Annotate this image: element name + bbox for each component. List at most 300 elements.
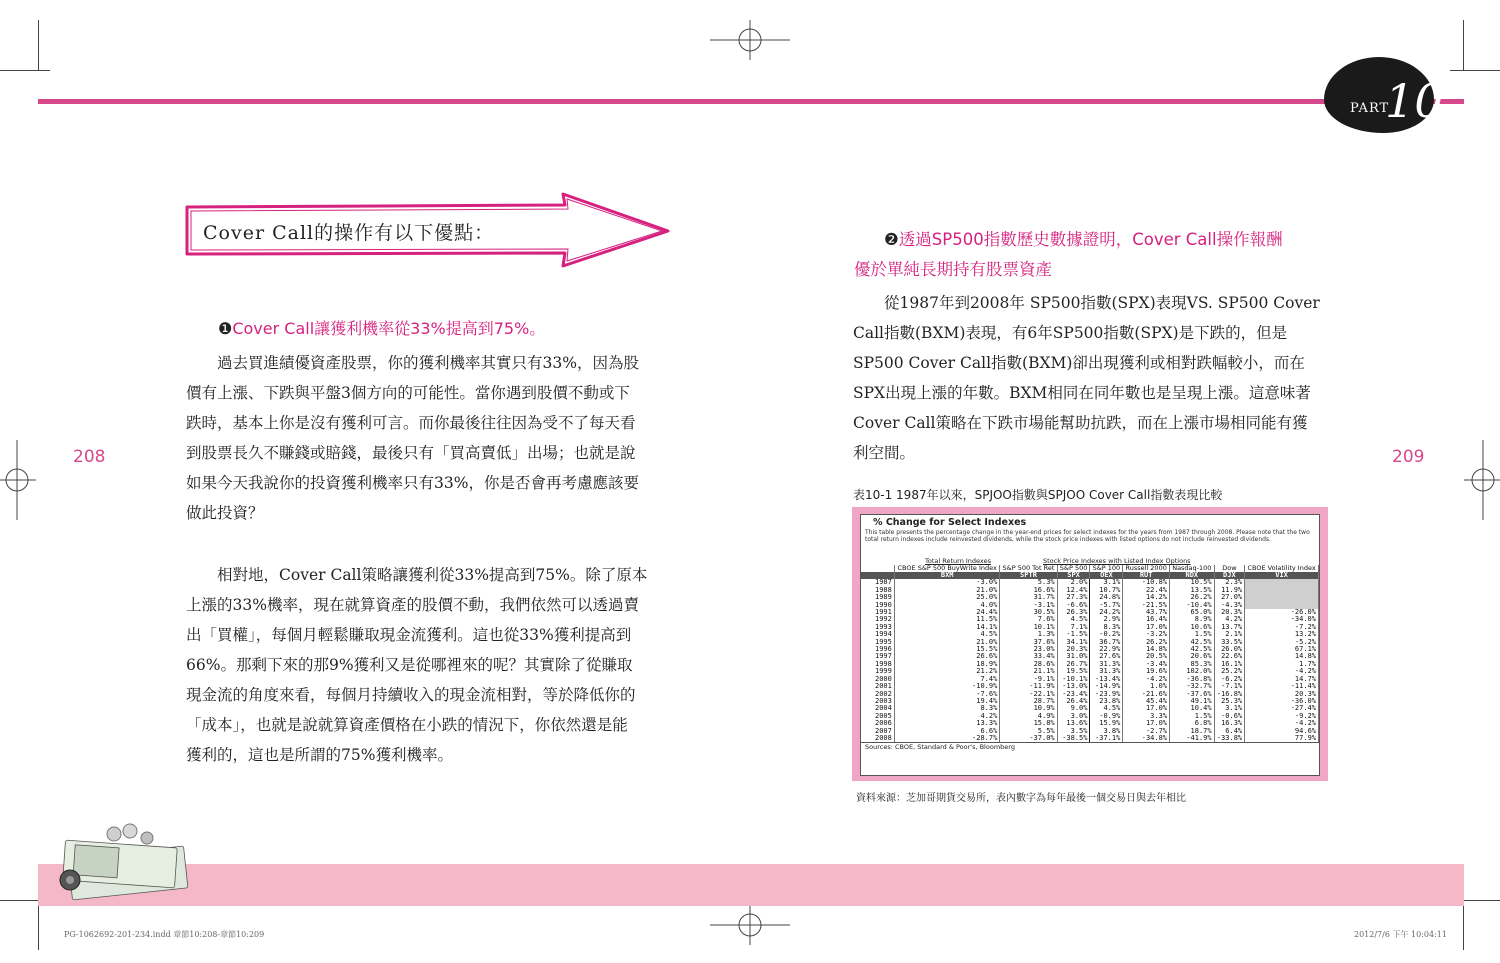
value-cell: -13.0%: [1057, 683, 1090, 690]
value-cell: 26.7%: [1057, 661, 1090, 668]
value-cell: 7.6%: [1000, 616, 1057, 623]
index-table: [861, 565, 1319, 742]
point2-heading-text: 透過SP500指數歷史數據證明，Cover Call操作報酬: [898, 230, 1283, 249]
table-note: 資料來源：芝加哥期貨交易所，表內數字為每年最後一個交易日與去年相比: [856, 793, 1186, 804]
value-cell: -4.3%: [1214, 602, 1245, 609]
value-cell: -6.6%: [1057, 602, 1090, 609]
value-cell: 27.0%: [1214, 594, 1245, 601]
text-line: 獲利的，這也是所謂的75%獲利機率。: [186, 746, 453, 764]
table-row: [861, 631, 1319, 638]
value-cell: 16.4%: [1123, 616, 1170, 623]
value-cell: 10.9%: [1000, 705, 1057, 712]
point2-marker: ❷: [884, 230, 899, 249]
table-header-cell: Russell 2000: [1123, 565, 1170, 572]
value-cell: -3.0%: [895, 579, 1000, 586]
value-cell: 3.1%: [1090, 579, 1123, 586]
footer-timestamp: 2012/7/6 下午 10:04:11: [1354, 930, 1447, 939]
value-cell: 1.0%: [1123, 683, 1170, 690]
value-cell: 26.3%: [1057, 609, 1090, 616]
value-cell: 33.4%: [1000, 653, 1057, 660]
table-row: [861, 705, 1319, 712]
value-cell: 102.0%: [1170, 668, 1215, 675]
text-line: 上漲的33%機率，現在就算資產的股價不動，我們依然可以透過賣: [186, 596, 639, 614]
value-cell: -23.4%: [1057, 691, 1090, 698]
value-cell: -22.1%: [1000, 691, 1057, 698]
value-cell: -32.7%: [1170, 683, 1215, 690]
value-cell: 1.7%: [1245, 661, 1319, 668]
year-cell: 1991: [861, 609, 895, 616]
value-cell: -0.9%: [1090, 713, 1123, 720]
year-cell: 1993: [861, 624, 895, 631]
value-cell: -34.0%: [1245, 616, 1319, 623]
left-paragraph-1: [186, 348, 664, 528]
value-cell: -41.9%: [1170, 735, 1215, 742]
footer-file-info: PG-1062692-201-234.indd 章節10:208-章節10:209: [64, 930, 265, 939]
value-cell: -10.1%: [1057, 676, 1090, 683]
value-cell: -4.2%: [1245, 720, 1319, 727]
value-cell: 10.5%: [1170, 579, 1215, 586]
value-cell: 4.5%: [895, 631, 1000, 638]
value-cell: 20.3%: [1245, 691, 1319, 698]
year-cell: 1998: [861, 661, 895, 668]
value-cell: 7.1%: [1057, 624, 1090, 631]
value-cell: 1.5%: [1170, 631, 1215, 638]
table-row: [861, 683, 1319, 690]
registration-mark-icon: [710, 905, 790, 945]
value-cell: 21.2%: [895, 668, 1000, 675]
footer-band: [38, 864, 1464, 906]
table-row: [861, 735, 1319, 742]
group-total-return: Total Return Indexes: [925, 557, 991, 565]
value-cell: 3.1%: [1214, 705, 1245, 712]
value-cell: 49.1%: [1170, 698, 1215, 705]
value-cell: 7.4%: [895, 676, 1000, 683]
value-cell: 31.0%: [1057, 653, 1090, 660]
value-cell: 28.7%: [1000, 698, 1057, 705]
table-row: [861, 728, 1319, 735]
value-cell: 13.5%: [1170, 587, 1215, 594]
year-cell: 2008: [861, 735, 895, 742]
text-line: 到股票長久不賺錢或賠錢，最後只有「買高賣低」出場；也就是說: [186, 444, 636, 462]
table-row: [861, 639, 1319, 646]
table-group-headers: [861, 557, 1319, 565]
value-cell: -7.2%: [1245, 624, 1319, 631]
value-cell: -4.2%: [1123, 676, 1170, 683]
value-cell: 33.5%: [1214, 639, 1245, 646]
value-cell: 19.4%: [895, 698, 1000, 705]
text-line: 做此投資？: [186, 504, 264, 522]
value-cell: 37.6%: [1000, 639, 1057, 646]
value-cell: 14.1%: [895, 624, 1000, 631]
value-cell: 4.9%: [1000, 713, 1057, 720]
index-table-panel: [860, 514, 1320, 776]
value-cell: -3.4%: [1123, 661, 1170, 668]
value-cell: 2.3%: [1214, 579, 1245, 586]
value-cell: -21.6%: [1123, 691, 1170, 698]
value-cell: 13.2%: [1245, 631, 1319, 638]
value-cell: 26.2%: [1123, 639, 1170, 646]
text-line: Call指數(BXM)表現，有6年SP500指數(SPX)是下跌的，但是: [853, 324, 1288, 342]
value-cell: 14.8%: [1123, 646, 1170, 653]
crop-mark: [1463, 900, 1464, 950]
value-cell: 5.5%: [1000, 728, 1057, 735]
value-cell: 30.5%: [1000, 609, 1057, 616]
value-cell: 26.0%: [1214, 646, 1245, 653]
value-cell: 8.9%: [1170, 616, 1215, 623]
value-cell: 2.9%: [1090, 616, 1123, 623]
right-paragraph: [853, 288, 1331, 468]
point1-marker: ❶: [218, 319, 233, 338]
point2-heading-line2: 優於單純長期持有股票資產: [854, 260, 1052, 279]
point2-heading: [854, 225, 1344, 285]
value-cell: -2.7%: [1123, 728, 1170, 735]
year-cell: 1996: [861, 646, 895, 653]
table-header-cell: CBOE Volatility Index: [1245, 565, 1319, 572]
text-line: 「成本」，也就是說就算資產價格在小跌的情況下，你依然還是能: [186, 716, 628, 734]
value-cell: 11.5%: [895, 616, 1000, 623]
value-cell: 15.9%: [1090, 720, 1123, 727]
year-cell: 1997: [861, 653, 895, 660]
value-cell: 3.5%: [1057, 728, 1090, 735]
table-row: [861, 646, 1319, 653]
value-cell: 9.0%: [1057, 705, 1090, 712]
value-cell: 14.8%: [1245, 653, 1319, 660]
table-row: [861, 579, 1319, 586]
value-cell: 1.5%: [1170, 713, 1215, 720]
value-cell: -26.0%: [1245, 609, 1319, 616]
money-stack-icon: [52, 822, 192, 902]
value-cell: -7.1%: [1214, 683, 1245, 690]
registration-mark-icon: [710, 20, 790, 60]
value-cell: 94.6%: [1245, 728, 1319, 735]
value-cell: 85.3%: [1170, 661, 1215, 668]
arrow-title: Cover Call的操作有以下優點：: [203, 222, 495, 244]
value-cell: 43.7%: [1123, 609, 1170, 616]
value-cell: -10.4%: [1170, 602, 1215, 609]
index-table-figure: [852, 507, 1328, 781]
table-body: [861, 579, 1319, 742]
value-cell: 34.1%: [1057, 639, 1090, 646]
table-row: [861, 698, 1319, 705]
table-row: [861, 676, 1319, 683]
value-cell: -11.4%: [1245, 683, 1319, 690]
year-cell: 2007: [861, 728, 895, 735]
value-cell: 4.2%: [895, 713, 1000, 720]
value-cell: 4.5%: [1057, 616, 1090, 623]
value-cell: 5.3%: [1000, 579, 1057, 586]
value-cell: 8.3%: [1090, 624, 1123, 631]
crop-mark: [1463, 20, 1464, 70]
value-cell: -28.7%: [895, 735, 1000, 742]
code-cell: OEX: [1090, 572, 1123, 579]
value-cell: [1245, 587, 1319, 594]
value-cell: -5.2%: [1245, 639, 1319, 646]
value-cell: -13.4%: [1090, 676, 1123, 683]
crop-mark: [38, 900, 39, 950]
value-cell: 14.7%: [1245, 676, 1319, 683]
value-cell: 13.7%: [1214, 624, 1245, 631]
value-cell: -37.0%: [1000, 735, 1057, 742]
year-cell: 1994: [861, 631, 895, 638]
table-row: [861, 624, 1319, 631]
value-cell: 31.7%: [1000, 594, 1057, 601]
crop-mark: [38, 20, 39, 70]
text-line: 跌時，基本上你是沒有獲利可言。而你最後往往因為受不了每天看: [186, 414, 636, 432]
table-header-cell: Dow: [1214, 565, 1245, 572]
code-cell: VIX: [1245, 572, 1319, 579]
part-number: 10: [1385, 74, 1444, 128]
table-header-cell: CBOE S&P 500 BuyWrite Index: [895, 565, 1000, 572]
value-cell: 20.6%: [1170, 653, 1215, 660]
value-cell: -10.8%: [1123, 579, 1170, 586]
value-cell: -34.8%: [1123, 735, 1170, 742]
value-cell: 11.9%: [1214, 587, 1245, 594]
value-cell: 36.7%: [1090, 639, 1123, 646]
code-cell: NDX: [1170, 572, 1215, 579]
text-line: 過去買進績優資產股票，你的獲利機率其實只有33%，因為股: [186, 354, 639, 372]
value-cell: -23.9%: [1090, 691, 1123, 698]
value-cell: -21.5%: [1123, 602, 1170, 609]
point1-heading: [218, 316, 545, 339]
table-row: [861, 713, 1319, 720]
value-cell: -9.1%: [1000, 676, 1057, 683]
table-row: [861, 668, 1319, 675]
value-cell: 26.2%: [1170, 594, 1215, 601]
value-cell: -16.8%: [1214, 691, 1245, 698]
value-cell: 4.5%: [1090, 705, 1123, 712]
value-cell: -37.6%: [1170, 691, 1215, 698]
year-cell: 2006: [861, 720, 895, 727]
crop-mark: [0, 70, 50, 71]
value-cell: 42.5%: [1170, 639, 1215, 646]
table-header-cell: Nasdaq-100: [1170, 565, 1215, 572]
text-line: 利空間。: [853, 444, 916, 462]
table-row: [861, 720, 1319, 727]
table-row: [861, 587, 1319, 594]
value-cell: 22.4%: [1123, 587, 1170, 594]
value-cell: 20.3%: [1214, 609, 1245, 616]
table-row: [861, 609, 1319, 616]
value-cell: -11.9%: [1000, 683, 1057, 690]
year-cell: 2002: [861, 691, 895, 698]
value-cell: 10.4%: [1170, 705, 1215, 712]
value-cell: 14.2%: [1123, 594, 1170, 601]
value-cell: 2.0%: [1057, 579, 1090, 586]
year-cell: 1992: [861, 616, 895, 623]
registration-mark-icon: [1464, 440, 1500, 520]
value-cell: 26.6%: [895, 653, 1000, 660]
value-cell: 16.6%: [1000, 587, 1057, 594]
code-cell: SPX: [1057, 572, 1090, 579]
value-cell: 24.4%: [895, 609, 1000, 616]
value-cell: 19.6%: [1123, 668, 1170, 675]
page-number-left: 208: [73, 447, 106, 467]
value-cell: -33.8%: [1214, 735, 1245, 742]
code-cell: DJX: [1214, 572, 1245, 579]
code-cell: SPTR: [1000, 572, 1057, 579]
value-cell: -14.9%: [1090, 683, 1123, 690]
value-cell: -37.1%: [1090, 735, 1123, 742]
table-header-cell: S&P 500 Tot Ret: [1000, 565, 1057, 572]
year-cell: 1999: [861, 668, 895, 675]
value-cell: 4.0%: [895, 602, 1000, 609]
table-code-row: [861, 572, 1319, 579]
left-paragraph-2: [186, 560, 664, 770]
value-cell: 27.3%: [1057, 594, 1090, 601]
value-cell: 17.0%: [1123, 720, 1170, 727]
text-line: 相對地，Cover Call策略讓獲利從33%提高到75%。除了原本: [186, 566, 648, 584]
table-header-cell: [861, 565, 895, 572]
table-row: [861, 691, 1319, 698]
year-cell: 1990: [861, 602, 895, 609]
value-cell: -1.5%: [1057, 631, 1090, 638]
point2-heading-line1: [884, 225, 1344, 255]
value-cell: 25.2%: [1214, 668, 1245, 675]
value-cell: -5.7%: [1090, 602, 1123, 609]
table-source: Sources: CBOE, Standard & Poor's, Bloomberg: [861, 742, 1319, 751]
value-cell: 25.3%: [1214, 698, 1245, 705]
table-header-cell: S&P 500: [1057, 565, 1090, 572]
year-cell: 2001: [861, 683, 895, 690]
value-cell: 21.1%: [1000, 668, 1057, 675]
value-cell: 31.3%: [1090, 661, 1123, 668]
value-cell: 3.0%: [1057, 713, 1090, 720]
part-label: PART: [1350, 101, 1390, 116]
text-line: 價有上漲、下跌與平盤3個方向的可能性。當你遇到股價不動或下: [186, 384, 630, 402]
value-cell: 3.3%: [1123, 713, 1170, 720]
value-cell: 77.9%: [1245, 735, 1319, 742]
code-cell: RUT: [1123, 572, 1170, 579]
year-cell: 1989: [861, 594, 895, 601]
value-cell: -36.8%: [1170, 676, 1215, 683]
text-line: Cover Call策略在下跌市場能幫助抗跌，而在上漲市場相同能有獲: [853, 414, 1308, 432]
value-cell: 8.3%: [895, 705, 1000, 712]
value-cell: -7.6%: [895, 691, 1000, 698]
text-line: 出「買權」，每個月輕鬆賺取現金流獲利。這也從33%獲利提高到: [186, 626, 632, 644]
value-cell: 3.8%: [1090, 728, 1123, 735]
value-cell: -36.0%: [1245, 698, 1319, 705]
value-cell: -0.2%: [1090, 631, 1123, 638]
year-cell: 2004: [861, 705, 895, 712]
value-cell: -9.2%: [1245, 713, 1319, 720]
value-cell: 16.1%: [1214, 661, 1245, 668]
value-cell: 18.7%: [1170, 728, 1215, 735]
value-cell: -6.2%: [1214, 676, 1245, 683]
value-cell: 25.0%: [895, 594, 1000, 601]
value-cell: 10.6%: [1170, 624, 1215, 631]
table-caption: 表10-1 1987年以來，SPJOO指數與SPJOO Cover Call指數表現比較: [853, 488, 1223, 502]
value-cell: -38.5%: [1057, 735, 1090, 742]
table-description: This table presents the percentage change in the year-end prices for select indexes for the years from 1987 through 2008. Please note that the two total return indexes include reinvested dividends, while the stock price indexes with listed options do not include reinvested dividends.: [865, 529, 1310, 543]
year-cell: 2005: [861, 713, 895, 720]
value-cell: -3.2%: [1123, 631, 1170, 638]
value-cell: 21.0%: [895, 587, 1000, 594]
value-cell: 27.6%: [1090, 653, 1123, 660]
year-cell: 2003: [861, 698, 895, 705]
value-cell: 16.3%: [1214, 720, 1245, 727]
value-cell: 24.2%: [1090, 609, 1123, 616]
value-cell: -10.9%: [895, 683, 1000, 690]
registration-mark-icon: [0, 440, 36, 520]
text-line: 現金流的角度來看，每個月持續收入的現金流相對，等於降低你的: [186, 686, 636, 704]
page-number-right: 209: [1392, 447, 1425, 467]
value-cell: 6.4%: [1214, 728, 1245, 735]
value-cell: 17.0%: [1123, 705, 1170, 712]
value-cell: 28.6%: [1000, 661, 1057, 668]
table-row: [861, 594, 1319, 601]
text-line: 66%。那剩下來的那9%獲利又是從哪裡來的呢？其實除了從賺取: [186, 656, 633, 674]
value-cell: [1245, 594, 1319, 601]
value-cell: 45.4%: [1123, 698, 1170, 705]
value-cell: 13.6%: [1057, 720, 1090, 727]
value-cell: 23.0%: [1000, 646, 1057, 653]
year-cell: 1995: [861, 639, 895, 646]
value-cell: 2.1%: [1214, 631, 1245, 638]
year-cell: 2000: [861, 676, 895, 683]
value-cell: 4.2%: [1214, 616, 1245, 623]
value-cell: 26.4%: [1057, 698, 1090, 705]
value-cell: -3.1%: [1000, 602, 1057, 609]
table-header-cell: S&P 100: [1090, 565, 1123, 572]
table-header-row: [861, 565, 1319, 572]
value-cell: 18.9%: [895, 661, 1000, 668]
value-cell: 20.5%: [1123, 653, 1170, 660]
value-cell: 24.8%: [1090, 594, 1123, 601]
table-row: [861, 661, 1319, 668]
header-rule: [38, 99, 1464, 104]
value-cell: 15.8%: [1000, 720, 1057, 727]
value-cell: 21.0%: [895, 639, 1000, 646]
value-cell: 20.3%: [1057, 646, 1090, 653]
text-line: SPX出現上漲的年數。BXM相同在同年數也是呈現上漲。這意味著: [853, 384, 1311, 402]
value-cell: 13.3%: [895, 720, 1000, 727]
value-cell: [1245, 579, 1319, 586]
table-row: [861, 616, 1319, 623]
group-stock-price: Stock Price Indexes with Listed Index Options: [1043, 557, 1191, 565]
value-cell: 12.4%: [1057, 587, 1090, 594]
point1-heading-text: Cover Call讓獲利機率從33%提高到75%。: [232, 319, 546, 338]
year-cell: 1987: [861, 579, 895, 586]
value-cell: 65.0%: [1170, 609, 1215, 616]
value-cell: 31.3%: [1090, 668, 1123, 675]
year-cell: 1988: [861, 587, 895, 594]
value-cell: 10.7%: [1090, 587, 1123, 594]
value-cell: 19.5%: [1057, 668, 1090, 675]
value-cell: -27.4%: [1245, 705, 1319, 712]
value-cell: 6.8%: [1170, 720, 1215, 727]
value-cell: 23.8%: [1090, 698, 1123, 705]
value-cell: -0.6%: [1214, 713, 1245, 720]
value-cell: 17.0%: [1123, 624, 1170, 631]
table-row: [861, 653, 1319, 660]
value-cell: 42.5%: [1170, 646, 1215, 653]
value-cell: 1.3%: [1000, 631, 1057, 638]
code-cell: BXM: [895, 572, 1000, 579]
value-cell: 15.5%: [895, 646, 1000, 653]
value-cell: 67.1%: [1245, 646, 1319, 653]
table-row: [861, 602, 1319, 609]
crop-mark: [1450, 70, 1500, 71]
value-cell: 22.9%: [1090, 646, 1123, 653]
text-line: 從1987年到2008年 SP500指數(SPX)表現VS. SP500 Cover: [853, 294, 1320, 312]
value-cell: -4.2%: [1245, 668, 1319, 675]
table-title: % Change for Select Indexes: [873, 517, 1027, 528]
value-cell: 10.1%: [1000, 624, 1057, 631]
value-cell: 6.6%: [895, 728, 1000, 735]
text-line: SP500 Cover Call指數(BXM)卻出現獲利或相對跌幅較小，而在: [853, 354, 1305, 372]
text-line: 如果今天我說你的投資獲利機率只有33%，你是否會再考慮應該要: [186, 474, 639, 492]
value-cell: 22.6%: [1214, 653, 1245, 660]
